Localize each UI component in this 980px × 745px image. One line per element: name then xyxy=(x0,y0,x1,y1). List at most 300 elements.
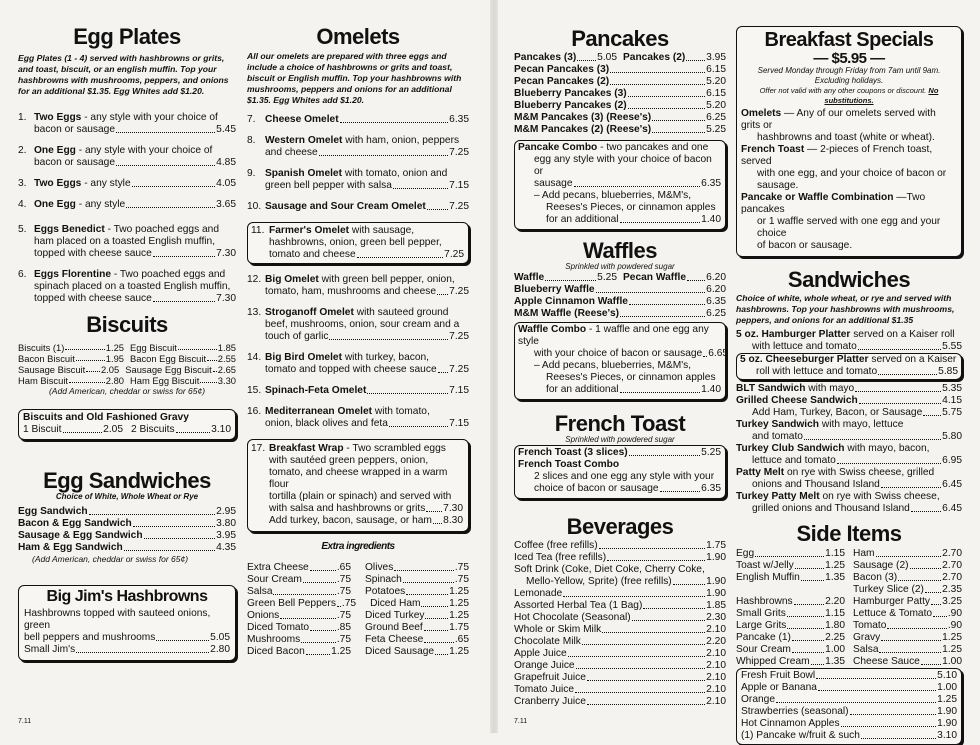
item-price: 1.25 xyxy=(331,646,351,657)
pancake-row xyxy=(514,100,726,112)
menu-row xyxy=(247,201,469,213)
omelet-item-boxed xyxy=(247,222,469,264)
item-price: 7.25 xyxy=(449,286,469,297)
item-price: 5.25 xyxy=(706,124,726,135)
extras-row xyxy=(247,610,469,622)
special-desc: — Any of our omelets served with grits or xyxy=(741,108,936,131)
french-toast-title: French Toast xyxy=(554,411,686,436)
leader-dots xyxy=(424,642,453,643)
item-price: 1.85 xyxy=(706,600,726,611)
leader-dots xyxy=(437,294,448,295)
item-price: 5.45 xyxy=(216,124,236,135)
item-price: 1.90 xyxy=(706,552,726,563)
item-name: Mushrooms xyxy=(247,634,301,645)
leader-dots xyxy=(303,582,336,583)
item-name: Assorted Herbal Tea (1 Bag) xyxy=(514,600,643,611)
item-name: Pancake (1) xyxy=(736,632,791,643)
item-name: topped with cheese sauce xyxy=(34,293,152,304)
item-name: touch of garlic xyxy=(265,331,329,342)
breakfast-specials-box xyxy=(736,26,962,257)
combo-line xyxy=(518,142,721,154)
item-price: 3.80 xyxy=(216,518,236,529)
leader-dots xyxy=(433,523,442,524)
french-toast-price: 5.25 xyxy=(701,447,721,458)
item-name: Sausage Biscuit xyxy=(18,364,86,375)
leader-dots xyxy=(859,403,941,404)
item-price: .75 xyxy=(336,634,351,645)
item-price: 2.30 xyxy=(706,612,726,623)
menu-row xyxy=(518,178,721,190)
leader-dots xyxy=(574,186,701,187)
item-price: 2.80 xyxy=(105,375,124,386)
item-num: 13. xyxy=(247,307,262,318)
item-name: Orange Juice xyxy=(514,660,575,671)
leader-dots xyxy=(89,514,216,515)
side-row xyxy=(736,632,962,644)
leader-dots xyxy=(568,656,706,657)
leader-dots xyxy=(133,526,215,527)
item-line xyxy=(18,178,131,190)
item-price: 1.25 xyxy=(449,646,469,657)
item-name: Stroganoff Omelet xyxy=(265,307,354,318)
leader-dots xyxy=(329,339,448,340)
leader-dots xyxy=(610,72,705,73)
menu-row xyxy=(18,342,124,353)
leader-dots xyxy=(124,550,215,551)
item-name: for an additional xyxy=(546,214,619,225)
sandwich-line xyxy=(736,329,962,341)
gravy-1-label: 1 Biscuit xyxy=(23,424,62,435)
leader-dots xyxy=(643,608,705,609)
item-name: Apple Cinnamon Waffle xyxy=(514,296,628,307)
item-name: lettuce and tomato xyxy=(752,455,836,466)
item-price: 2.05 xyxy=(100,364,120,375)
special-desc: —Two pancakes xyxy=(741,192,926,215)
item-price: 1.90 xyxy=(706,588,726,599)
item-desc: or 1 waffle served with one egg and your choice xyxy=(757,216,941,239)
item-price: 3.10 xyxy=(937,730,957,741)
leader-dots xyxy=(178,349,217,350)
item-name: Olives xyxy=(365,562,394,573)
leader-dots xyxy=(881,487,941,488)
combo-line xyxy=(518,324,721,348)
item-name: Strawberries (seasonal) xyxy=(741,706,849,717)
special-name: Omelets xyxy=(741,108,782,119)
item-num: 17. xyxy=(251,443,266,454)
cheeseburger-box xyxy=(736,353,962,380)
sandwich-desc: served on a Kaiser roll xyxy=(850,329,955,340)
item-name: Egg xyxy=(736,548,755,559)
column-right xyxy=(736,0,962,745)
item-price: 4.85 xyxy=(216,157,236,168)
leader-dots xyxy=(628,96,705,97)
sandwich-line xyxy=(736,443,962,455)
item-name: Egg Biscuit xyxy=(130,342,177,353)
item-price: 1.15 xyxy=(825,548,845,559)
leader-dots xyxy=(367,393,448,394)
menu-row xyxy=(365,622,469,634)
leader-dots xyxy=(755,556,824,557)
item-price: .75 xyxy=(336,574,351,585)
leader-dots xyxy=(923,415,941,416)
item-name: Gravy xyxy=(853,632,881,643)
item-name: Tomato xyxy=(853,620,887,631)
egg-plate-item xyxy=(18,199,236,211)
leader-dots xyxy=(599,548,706,549)
item-price: 2.10 xyxy=(706,624,726,635)
item-name: Large Grits xyxy=(736,620,787,631)
leader-dots xyxy=(876,556,942,557)
item-name: One Egg xyxy=(34,145,76,156)
french-toast-label: French Toast (3 slices) xyxy=(518,447,628,458)
item-price: 2.70 xyxy=(942,548,962,559)
item-price: 4.05 xyxy=(216,178,236,189)
menu-row xyxy=(853,632,962,644)
extras-row xyxy=(247,586,469,598)
item-price: 1.25 xyxy=(449,598,469,609)
sandwich-line xyxy=(736,467,962,479)
pecan-waffle-label: Pecan Waffle xyxy=(623,272,687,283)
item-name: Ham xyxy=(853,548,875,559)
item-price: 5.75 xyxy=(942,407,962,418)
specials-excluding: Excluding holidays. xyxy=(814,76,884,85)
egg-plate-item xyxy=(18,145,236,169)
item-name: Toast w/Jelly xyxy=(736,560,794,571)
pecan-waffle-price: 6.20 xyxy=(706,272,726,283)
item-name: Sausage (2) xyxy=(853,560,909,571)
item-price: .75 xyxy=(336,586,351,597)
item-name: Whole or Skim Milk xyxy=(514,624,602,635)
item-price: 1.75 xyxy=(706,540,726,551)
item-name: Turkey Slice (2) xyxy=(853,584,924,595)
item-desc: hashbrowns and toast (white or wheat). xyxy=(757,132,935,143)
item-name: Bacon & Egg Sandwich xyxy=(18,518,132,529)
sandwich-desc: with mayo xyxy=(805,383,855,394)
item-name: Ham & Egg Sandwich xyxy=(18,542,123,553)
extras-row xyxy=(247,574,469,586)
item-price: 6.45 xyxy=(942,503,962,514)
side-row xyxy=(736,548,962,560)
item-name: Sausage and Sour Cream Omelet xyxy=(265,201,426,212)
menu-row xyxy=(18,199,236,211)
specials-offer: Offer not valid with any other coupons or discount. xyxy=(759,86,927,95)
beverage-row xyxy=(514,576,726,588)
menu-row xyxy=(247,610,351,622)
menu-row xyxy=(853,548,962,560)
page-number-left: 7.11 xyxy=(18,718,32,725)
menu-row xyxy=(130,375,236,386)
sandwich-desc: on rye with Swiss cheese, grilled xyxy=(784,467,935,478)
leader-dots xyxy=(620,392,701,393)
item-name: tomato and topped with cheese sauce xyxy=(265,364,437,375)
item-desc: hashbrowns, onion, green bell pepper, xyxy=(269,237,442,248)
leader-dots xyxy=(837,463,941,464)
item-price: 5.10 xyxy=(937,670,957,681)
specials-no-sub: No substitutions. xyxy=(824,86,939,105)
menu-row xyxy=(251,503,463,515)
menu-row xyxy=(736,503,962,515)
beverage-row xyxy=(514,684,726,696)
egg-plate-line xyxy=(18,112,236,124)
item-name: Eggs Florentine xyxy=(34,269,111,280)
item-name: Breakfast Wrap xyxy=(269,443,344,454)
item-price: 1.25 xyxy=(449,610,469,621)
fruit-row xyxy=(741,706,957,718)
beverages-title: Beverages xyxy=(566,514,674,539)
pancakes-3-label: Pancakes (3) xyxy=(514,52,577,63)
item-price: 4.35 xyxy=(216,542,236,553)
menu-row xyxy=(736,608,845,620)
fruit-row xyxy=(741,730,957,742)
item-desc: of bacon or sausage. xyxy=(757,240,853,251)
egg-plates-title: Egg Plates xyxy=(73,24,181,49)
biscuits-list xyxy=(18,342,236,386)
specials-price: — $5.95 — xyxy=(813,50,885,67)
item-name: Hot Cinnamon Apples xyxy=(741,718,840,729)
item-name: Farmer's Omelet xyxy=(269,225,349,236)
menu-row xyxy=(247,574,351,586)
extras-row xyxy=(247,562,469,574)
leader-dots xyxy=(878,374,937,375)
item-name: Hot Chocolate (Seasonal) xyxy=(514,612,631,623)
item-price: .85 xyxy=(336,622,351,633)
beverage-row xyxy=(514,696,726,708)
item-price: .90 xyxy=(947,608,962,619)
item-name: Salsa xyxy=(853,644,879,655)
leader-dots xyxy=(792,652,824,653)
item-name: Egg Sandwich xyxy=(18,506,88,517)
item-desc: – Add pecans, blueberries, M&M's, xyxy=(534,360,692,371)
sandwich-name: Turkey Patty Melt xyxy=(736,491,820,502)
menu-row xyxy=(247,114,469,126)
menu-row xyxy=(247,418,469,430)
item-price: 2.65 xyxy=(217,364,236,375)
leader-dots xyxy=(607,560,705,561)
menu-row xyxy=(518,348,729,360)
item-name: Grapefruit Juice xyxy=(514,672,586,683)
menu-row xyxy=(18,178,236,190)
item-num: 12. xyxy=(247,274,262,285)
hashbrowns-desc-1: Hashbrowns topped with sauteed onions, green xyxy=(24,608,211,631)
item-price: 5.80 xyxy=(942,431,962,442)
omelet-line xyxy=(247,406,469,418)
beverage-row xyxy=(514,624,726,636)
item-desc: with sausage, xyxy=(349,225,415,236)
item-name: Cheese Omelet xyxy=(265,114,339,125)
egg-sandwiches-title: Egg Sandwiches xyxy=(43,468,211,493)
item-price: .75 xyxy=(454,574,469,585)
item-name: Diced Turkey xyxy=(365,610,425,621)
egg-sandwich-row xyxy=(18,506,236,518)
item-price: 7.15 xyxy=(449,418,469,429)
sandwich-name: Turkey Club Sandwich xyxy=(736,443,845,454)
item-price: 6.35 xyxy=(706,296,726,307)
menu-row xyxy=(853,656,962,668)
item-desc: Reeses's Pieces, or cinnamon apples xyxy=(546,372,716,383)
pancake-row xyxy=(514,64,726,76)
item-price: 7.30 xyxy=(443,503,463,514)
item-name: Chocolate Milk xyxy=(514,636,581,647)
item-name: Biscuits (1) xyxy=(18,342,65,353)
leader-dots xyxy=(421,606,448,607)
item-price: 1.15 xyxy=(825,608,845,619)
beverage-row xyxy=(514,636,726,648)
fruit-row xyxy=(741,682,957,694)
item-price: 7.15 xyxy=(449,385,469,396)
menu-row xyxy=(736,596,845,608)
item-price: 7.30 xyxy=(216,293,236,304)
item-price: 1.35 xyxy=(825,572,845,583)
item-num: 16. xyxy=(247,406,262,417)
item-desc: - any style xyxy=(75,199,126,210)
item-price: 6.20 xyxy=(706,284,726,295)
waffles-list xyxy=(514,284,726,320)
french-toast-box xyxy=(514,445,726,499)
item-name: Cheese Sauce xyxy=(853,656,920,667)
menu-row xyxy=(365,574,469,586)
omelet-item xyxy=(247,274,469,298)
leader-dots xyxy=(933,616,947,617)
leader-dots xyxy=(576,668,706,669)
leader-dots xyxy=(787,616,824,617)
item-desc: - Two poached eggs and xyxy=(110,269,226,280)
item-name: Tomato Juice xyxy=(514,684,575,695)
side-row xyxy=(736,572,962,584)
special-name: French Toast xyxy=(741,144,805,155)
menu-row xyxy=(247,180,469,192)
item-price: 1.25 xyxy=(942,632,962,643)
item-num: 4. xyxy=(18,199,27,210)
waffle-label: Waffle xyxy=(514,272,545,283)
item-name: Coffee (free refills) xyxy=(514,540,598,551)
item-name: Cranberry Juice xyxy=(514,696,586,707)
item-num: 14. xyxy=(247,352,262,363)
item-name: Hamburger Patty xyxy=(853,596,931,607)
item-name: grilled onions and Thousand Island xyxy=(752,503,910,514)
item-name: Bacon Biscuit xyxy=(18,353,75,364)
menu-row xyxy=(130,342,236,353)
omelet-item xyxy=(247,114,469,126)
item-name: topped with cheese sauce xyxy=(34,248,152,259)
item-name: Ham Egg Biscuit xyxy=(130,375,200,386)
leader-dots xyxy=(153,301,215,302)
item-price: 3.25 xyxy=(942,596,962,607)
item-num: 1. xyxy=(18,112,27,123)
item-name: onions and Thousand Island xyxy=(752,479,880,490)
leader-dots xyxy=(898,580,941,581)
beverage-row xyxy=(514,648,726,660)
column-left xyxy=(18,0,236,661)
item-price: 3.95 xyxy=(216,530,236,541)
item-name: Diced Sausage xyxy=(365,646,435,657)
side-row xyxy=(736,608,962,620)
item-price: 2.95 xyxy=(216,506,236,517)
special-line xyxy=(741,192,957,216)
omelets-intro: All our omelets are prepared with three eggs and include a choice of hashbrowns or grits and toast, biscuit or English muffin. Top your hashbrowns with mushrooms, peppers and onions for an additional $1.35. Egg Whites add $1.20. xyxy=(247,51,462,105)
egg-plate-item xyxy=(18,269,236,305)
leader-dots xyxy=(620,316,705,317)
pancake-row xyxy=(514,124,726,136)
item-name: Mediterranean Omelet xyxy=(265,406,373,417)
item-name: bacon or sausage xyxy=(34,157,115,168)
item-price: 3.65 xyxy=(216,199,236,210)
item-price: 1.00 xyxy=(937,682,957,693)
beverage-line: Soft Drink (Coke, Diet Coke, Cherry Coke, xyxy=(514,564,705,575)
item-num: 6. xyxy=(18,269,27,280)
breakfast-wrap-box xyxy=(247,439,469,532)
item-name: Pecan Pancakes (2) xyxy=(514,76,610,87)
menu-row xyxy=(247,598,356,610)
egg-sandwich-row xyxy=(18,542,236,554)
center-fold xyxy=(490,0,498,733)
menu-row xyxy=(365,634,469,646)
sandwich-row xyxy=(736,407,962,419)
item-name: Lemonade xyxy=(514,588,563,599)
leader-dots xyxy=(792,640,824,641)
item-num: 7. xyxy=(247,114,256,125)
item-desc: - any style with your choice of xyxy=(75,145,213,156)
leader-dots xyxy=(403,582,454,583)
item-price: 6.25 xyxy=(706,112,726,123)
item-price: 2.10 xyxy=(706,684,726,695)
item-price: 1.00 xyxy=(825,644,845,655)
item-num: 8. xyxy=(247,135,256,146)
menu-row xyxy=(853,560,962,572)
waffles-title: Waffles xyxy=(583,238,657,263)
leader-dots xyxy=(280,618,336,619)
french-toast-subtitle: Sprinkled with powdered sugar xyxy=(565,435,675,444)
item-desc: spinach placed on a toasted English muffin, xyxy=(34,281,231,292)
item-name: Big Omelet xyxy=(265,274,319,285)
extras-row xyxy=(247,622,469,634)
menu-row xyxy=(365,646,469,658)
item-name: Iced Tea (free refills) xyxy=(514,552,607,563)
sandwich-desc: Add Ham, Turkey, Bacon, or Sausage xyxy=(752,407,923,418)
leader-dots xyxy=(340,122,449,123)
pancake-row xyxy=(514,88,726,100)
omelet-item xyxy=(247,385,469,397)
item-price: 7.25 xyxy=(449,331,469,342)
item-desc: with sautéed green peppers, onion, xyxy=(269,455,429,466)
hamburger-item xyxy=(736,329,962,353)
leader-dots xyxy=(200,382,216,383)
leader-dots xyxy=(306,654,330,655)
omelets-list xyxy=(247,114,469,430)
leader-dots xyxy=(394,570,454,571)
item-name: Eggs Benedict xyxy=(34,224,105,235)
item-price: 5.35 xyxy=(942,383,962,394)
item-name: One Egg xyxy=(34,199,76,210)
item-desc: – Add pecans, blueberries, M&M's, xyxy=(534,190,692,201)
item-price: 6.65 xyxy=(708,348,729,359)
leader-dots xyxy=(582,644,705,645)
sandwich-desc: with mayo, lettuce xyxy=(819,419,904,430)
menu-row xyxy=(365,610,469,622)
item-price: 1.25 xyxy=(105,342,124,353)
item-name: onion, black olives and feta xyxy=(265,418,388,429)
item-desc: beef, mushrooms, onion, sour cream and a xyxy=(265,319,460,330)
omelet-item xyxy=(247,352,469,376)
side-row xyxy=(736,620,962,632)
item-price: 1.25 xyxy=(942,644,962,655)
leader-dots xyxy=(931,604,941,605)
item-name: Blueberry Waffle xyxy=(514,284,595,295)
item-price: 1.40 xyxy=(701,384,721,395)
extras-row xyxy=(247,598,469,610)
sandwich-line xyxy=(736,419,962,431)
leader-dots xyxy=(393,188,448,189)
leader-dots xyxy=(357,257,444,258)
